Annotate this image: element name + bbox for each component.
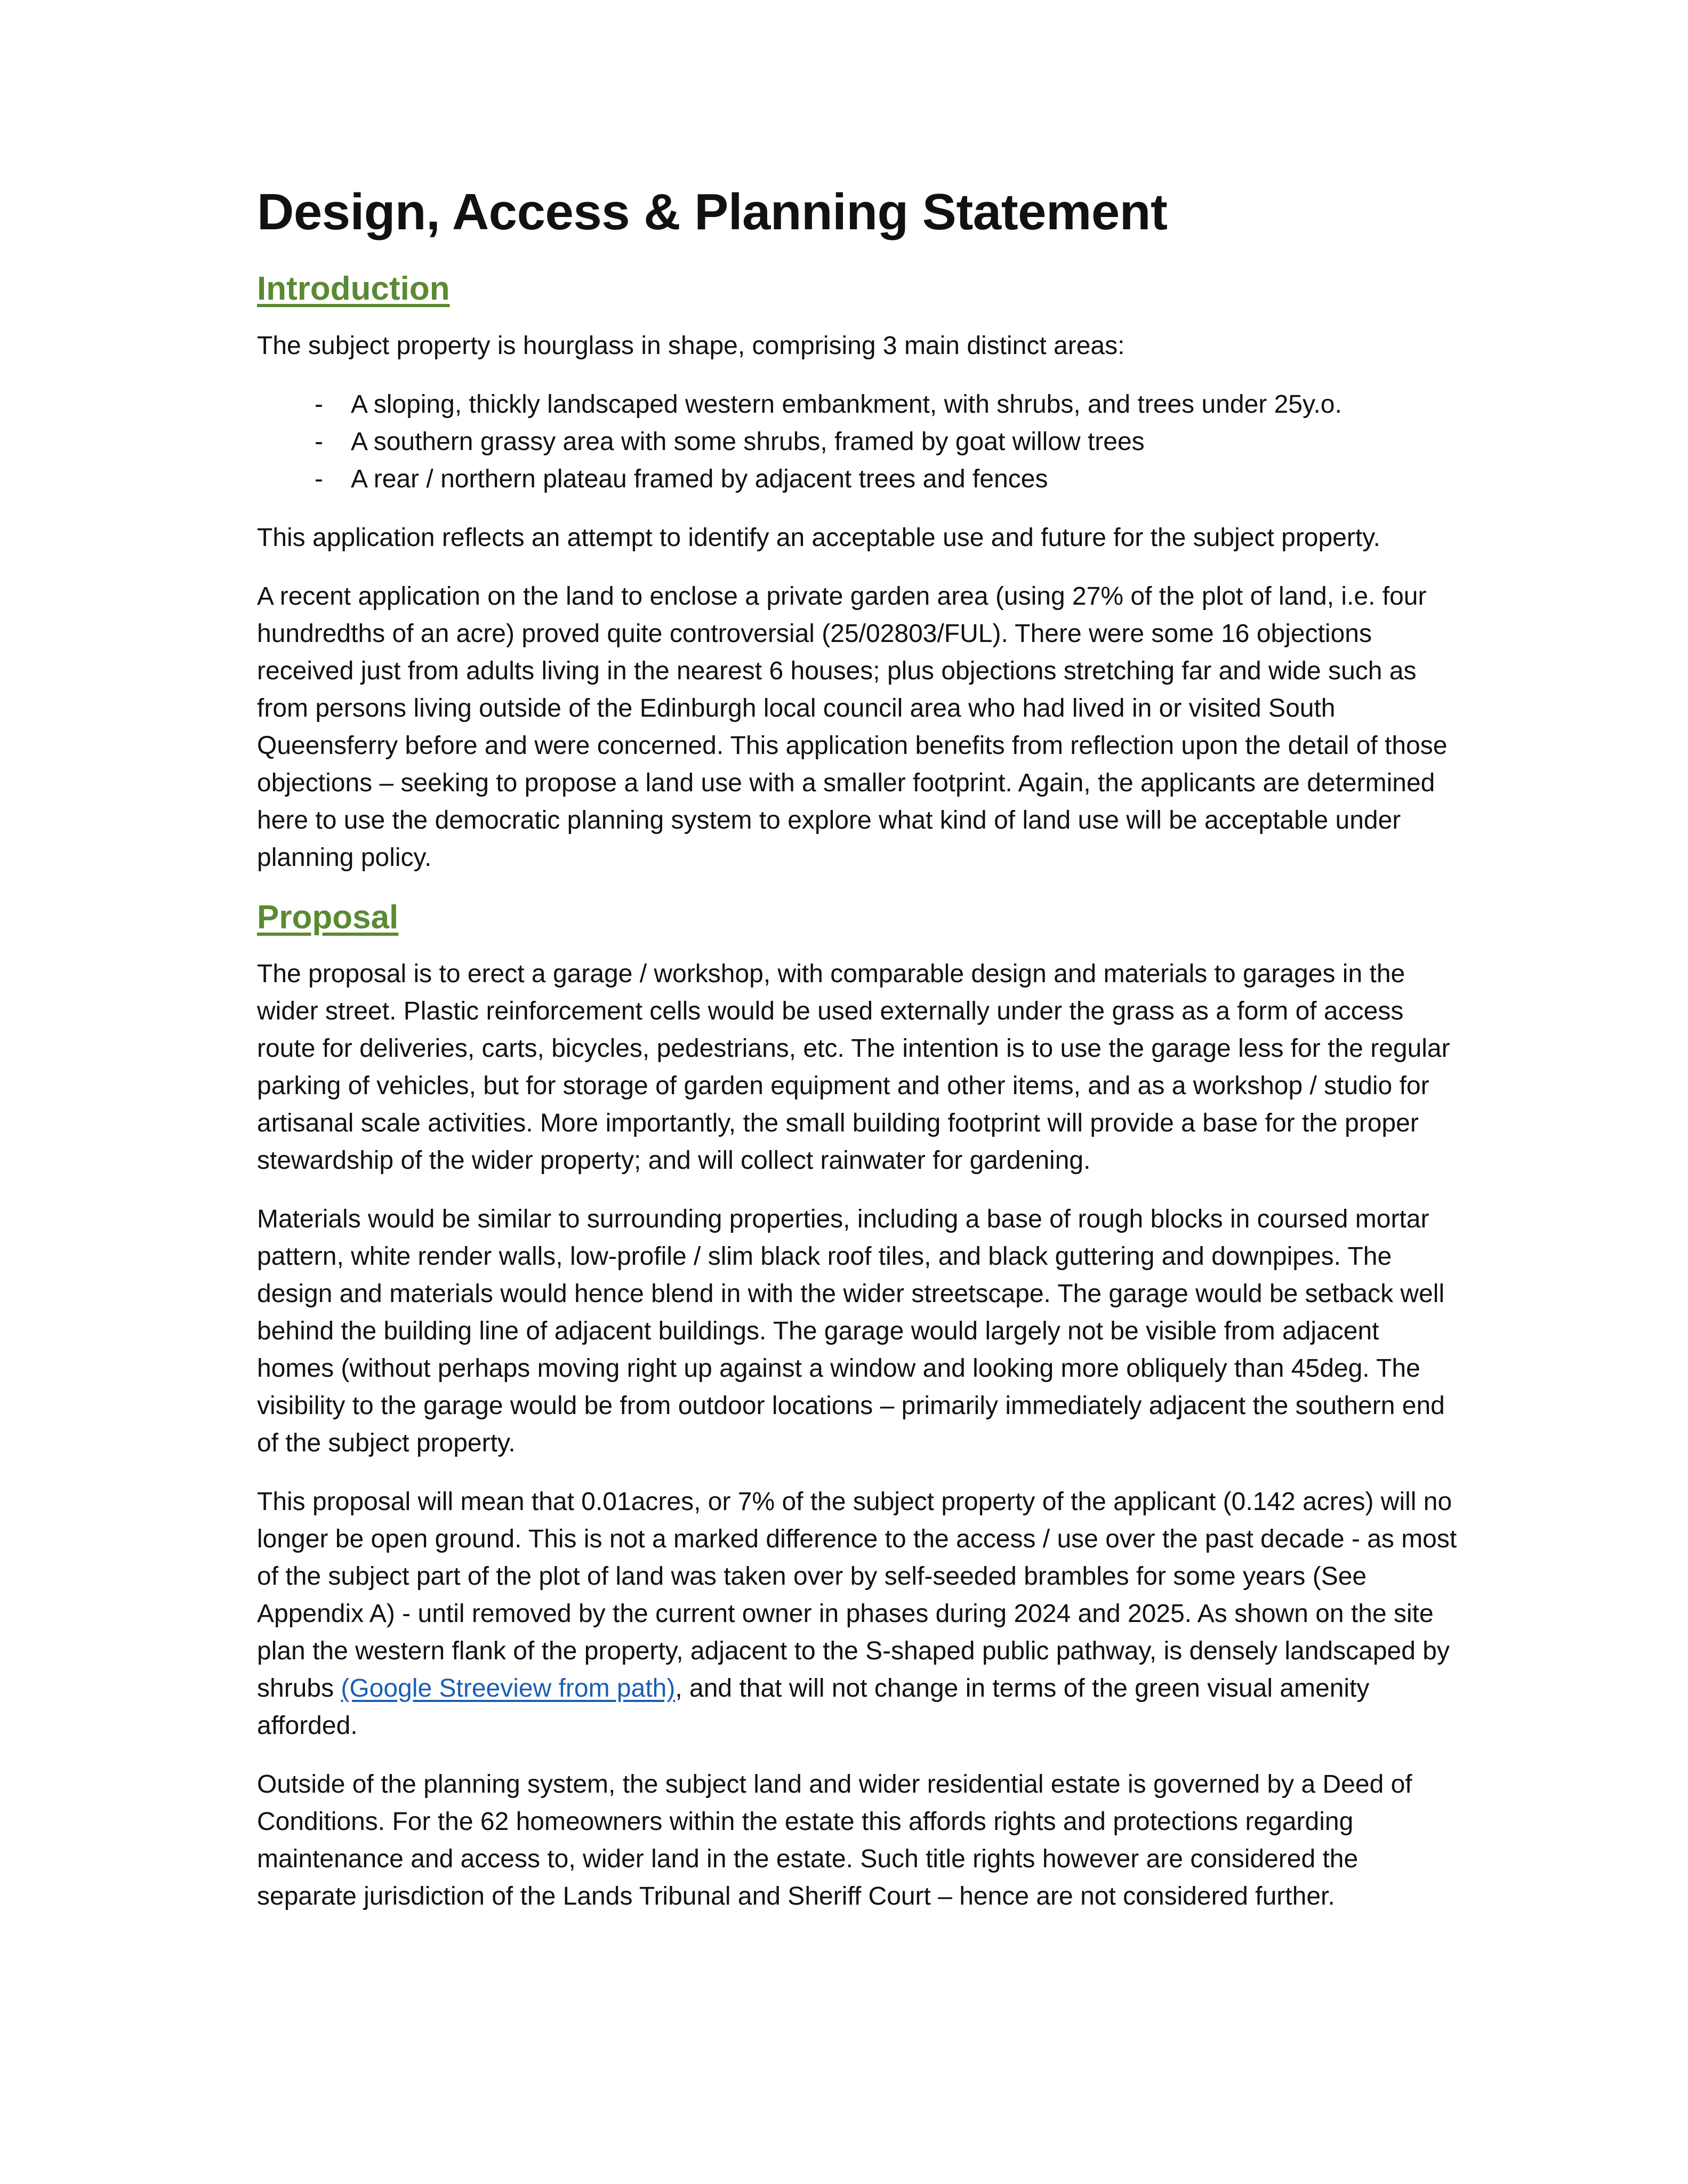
dash-bullet: - bbox=[315, 464, 323, 493]
google-streetview-link[interactable]: (Google Streeview from path) bbox=[341, 1674, 676, 1703]
list-item-text: A southern grassy area with some shrubs, framed by goat willow trees bbox=[351, 427, 1145, 456]
introduction-paragraph: This application reflects an attempt to identify an acceptable use and future for the subject property. bbox=[257, 523, 1380, 552]
areas-list bbox=[257, 386, 1462, 498]
list-item bbox=[257, 423, 1462, 461]
list-item-text: A rear / northern plateau framed by adjacent trees and fences bbox=[351, 464, 1048, 493]
proposal-paragraph: Outside of the planning system, the subject land and wider residential estate is governed by a Deed of Conditions. For the 62 homeowners within the estate this affords rights and protections regarding maintenance and access to, wider land in the estate. Such title rights however are considered the separate jurisdiction of the Lands Tribunal and Sheriff Court – hence are not considered further. bbox=[257, 1770, 1412, 1910]
list-item bbox=[257, 461, 1462, 498]
introduction-paragraph: A recent application on the land to enclose a private garden area (using 27% of the plot of land, i.e. four hundredths of an acre) proved quite controversial (25/02803/FUL). There were some 16 objections received just from adults living in the nearest 6 houses; plus objections stretching far and wide such as from persons living outside of the Edinburgh local council area who had lived in or visited South Queensferry before and were concerned. This application benefits from reflection upon the detail of those objections – seeking to propose a land use with a smaller footprint. Again, the applicants are determined here to use the democratic planning system to explore what kind of land use will be acceptable under planning policy. bbox=[257, 582, 1448, 872]
proposal-heading: Proposal bbox=[257, 898, 399, 936]
proposal-paragraph: Materials would be similar to surrounding properties, including a base of rough blocks in coursed mortar pattern, white render walls, low-profile / slim black roof tiles, and black guttering and downpipes. The design and materials would hence blend in with the wider streetscape. The garage would be setback well behind the building line of adjacent buildings. The garage would largely not be visible from adjacent homes (without perhaps moving right up against a window and looking more obliquely than 45deg. The visibility to the garage would be from outdoor locations – primarily immediately adjacent the southern end of the subject property. bbox=[257, 1205, 1445, 1457]
introduction-lead: The subject property is hourglass in shape, comprising 3 main distinct areas: bbox=[257, 331, 1125, 360]
dash-bullet: - bbox=[315, 390, 323, 419]
list-item-text: A sloping, thickly landscaped western embankment, with shrubs, and trees under 25y.o. bbox=[351, 390, 1342, 419]
dash-bullet: - bbox=[315, 427, 323, 456]
paragraph-text: This proposal will mean that 0.01acres, or 7% of the subject property of the applicant (0.142 acres) will no longer be open ground. This is not a marked difference to the access / use over the past decade - as most of the subject part of the plot of land was taken over by self-seeded brambles for some years (See Appendix A) - until removed by the current owner in phases during 2024 and 2025. As shown on the site plan the western flank of the property, adjacent to the S-shaped public pathway, is densely landscaped by shrubs bbox=[257, 1487, 1457, 1703]
paragraph-text: , and that will not change in terms of the green visual amenity afforded. bbox=[257, 1674, 1370, 1740]
list-item bbox=[257, 386, 1462, 423]
introduction-heading: Introduction bbox=[257, 270, 450, 308]
proposal-paragraph: The proposal is to erect a garage / workshop, with comparable design and materials to garages in the wider street. Plastic reinforcement cells would be used externally under the grass as a form of access route for deliveries, carts, bicycles, pedestrians, etc. The intention is to use the garage less for the regular parking of vehicles, but for storage of garden equipment and other items, and as a workshop / studio for artisanal scale activities. More importantly, the small building footprint will provide a base for the proper stewardship of the wider property; and will collect rainwater for gardening. bbox=[257, 959, 1450, 1175]
document-title: Design, Access & Planning Statement bbox=[257, 183, 1168, 240]
document-page bbox=[257, 181, 1462, 1937]
proposal-paragraph bbox=[257, 1483, 1462, 1745]
